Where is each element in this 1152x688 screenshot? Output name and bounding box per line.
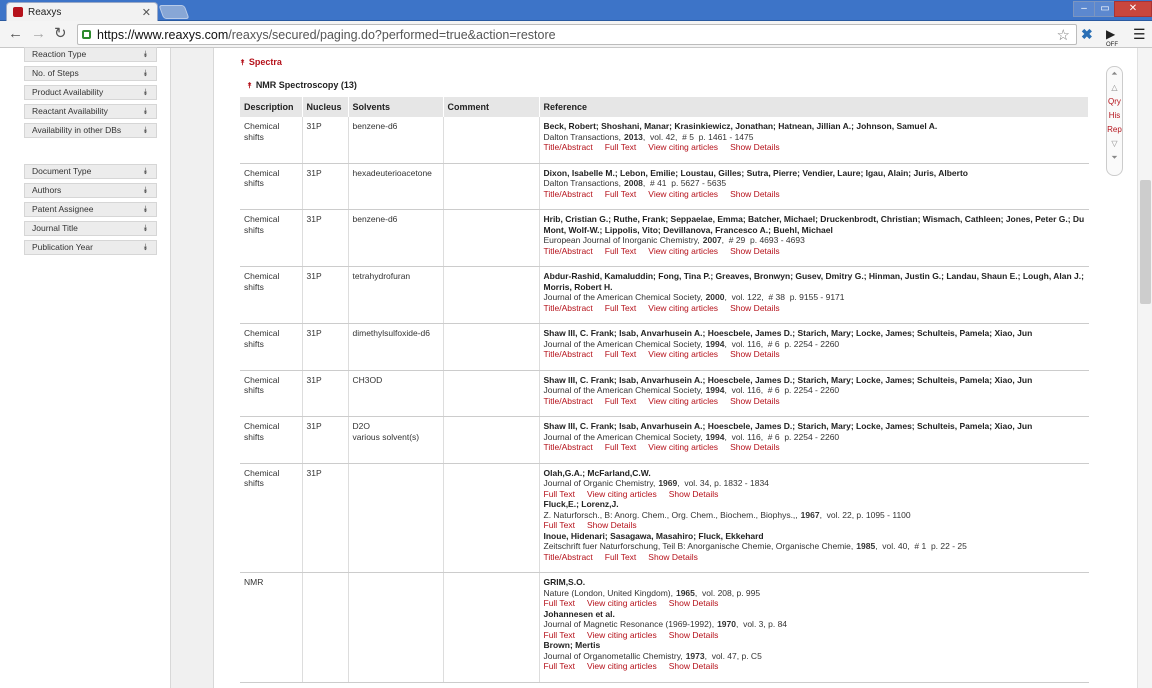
cell-desc: Chemical shifts bbox=[240, 210, 302, 267]
filter-sidebar bbox=[0, 48, 170, 688]
col-header-description: Description bbox=[240, 97, 302, 117]
left-gutter bbox=[170, 48, 214, 688]
back-arrow-icon[interactable]: ← bbox=[8, 25, 23, 42]
col-header-solvents: Solvents bbox=[348, 97, 443, 117]
filter-group2-1[interactable] bbox=[24, 183, 157, 198]
ref-citation: Journal of the American Chemical Society, 1994, vol. 116, # 6 p. 2254 - 2260 bbox=[543, 338, 840, 349]
ref-link-full-text[interactable]: Full Text bbox=[604, 551, 637, 562]
ref-citation: Dalton Transactions, 2013, vol. 42, # 5 p. 1461 - 1475 bbox=[543, 131, 754, 142]
filter-group1-3[interactable] bbox=[24, 104, 157, 119]
cell-comment bbox=[443, 573, 539, 683]
ref-citation: Journal of Organic Chemistry, 1969, vol. 34, p. 1832 - 1834 bbox=[543, 478, 769, 488]
cell-solvents: CH3OD bbox=[348, 370, 443, 417]
ref-link-title-abstract[interactable]: Title/Abstract bbox=[543, 302, 593, 313]
tab-title: Reaxys bbox=[28, 6, 62, 18]
extension-icon[interactable]: ✖ bbox=[1081, 26, 1093, 42]
ref-link-full-text[interactable]: Full Text bbox=[604, 142, 637, 152]
table-row bbox=[240, 463, 1089, 573]
url-text: https://www.reaxys.com/reaxys/secured/paging.do?performed=true&action=restore bbox=[97, 27, 556, 42]
cell-comment bbox=[443, 463, 539, 573]
cell-comment bbox=[443, 117, 539, 163]
ref-link-title-abstract[interactable]: Title/Abstract bbox=[543, 188, 593, 199]
cell-nucleus: 31P bbox=[302, 117, 348, 163]
ref-authors: Dixon, Isabelle M.; Lebon, Emilie; Loustau, Gilles; Sutra, Pierre; Vendier, Laure; Igau, Alain; Juris, Alberto bbox=[543, 167, 968, 178]
ref-link-full-text[interactable]: Full Text bbox=[604, 442, 637, 452]
cell-comment bbox=[443, 417, 539, 464]
cell-desc: Chemical shifts bbox=[240, 163, 302, 210]
cell-comment bbox=[443, 370, 539, 417]
scroll-down-icon[interactable]: ▽ bbox=[1111, 139, 1118, 148]
table-row bbox=[240, 117, 1089, 163]
expand-chevron-icon[interactable]: ⯯ bbox=[142, 125, 148, 135]
cell-desc: Chemical shifts bbox=[240, 370, 302, 417]
ref-citation: Journal of the American Chemical Society, 2000, vol. 122, # 38 p. 9155 - 9171 bbox=[543, 292, 845, 302]
filter-label: Product Availability bbox=[32, 87, 104, 97]
ref-authors: Beck, Robert; Shoshani, Manar; Krasinkiewicz, Jonathan; Hatnean, Jillian A.; Johnson, Samuel A. bbox=[543, 121, 938, 131]
ref-link-title-abstract[interactable]: Title/Abstract bbox=[543, 349, 593, 359]
ref-link-show-details[interactable]: Show Details bbox=[668, 661, 719, 671]
ref-link-view-citing-articles[interactable]: View citing articles bbox=[648, 442, 719, 452]
cell-comment bbox=[443, 163, 539, 210]
ref-link-full-text[interactable]: Full Text bbox=[604, 349, 637, 359]
ref-authors: Shaw III, C. Frank; Isab, Anvarhusein A.; Hoescbele, James D.; Starich, Mary; Locke, James; Schulteis, Pamela; Xiao, Jun bbox=[543, 374, 1033, 385]
table-row bbox=[240, 210, 1089, 267]
col-header-comment: Comment bbox=[443, 97, 539, 117]
cell-solvents: benzene-d6 bbox=[348, 117, 443, 163]
expand-chevron-icon[interactable]: ⯯ bbox=[142, 49, 148, 59]
ref-authors: Olah,G.A.; McFarland,C.W. bbox=[543, 467, 651, 478]
ref-authors: Brown; Mertis bbox=[543, 640, 601, 650]
table-row bbox=[240, 573, 1089, 683]
filter-label: Patent Assignee bbox=[32, 204, 94, 214]
ref-link-title-abstract[interactable]: Title/Abstract bbox=[543, 551, 593, 562]
filter-group2-0[interactable] bbox=[24, 164, 157, 179]
ref-link-show-details[interactable]: Show Details bbox=[668, 629, 719, 640]
cell-solvents: D2O various solvent(s) bbox=[348, 417, 443, 464]
ref-citation: Journal of Magnetic Resonance (1969-1992), 1970, vol. 3, p. 84 bbox=[543, 619, 788, 629]
cell-comment bbox=[443, 267, 539, 324]
filter-group1-4[interactable] bbox=[24, 123, 157, 138]
ref-citation: Zeitschrift fuer Naturforschung, Teil B: Anorganische Chemie, Organische Chemie, 1985, vol. 40, # 1 p. 22 - 25 bbox=[543, 541, 967, 551]
extension-off-icon[interactable]: ▶ OFF bbox=[1106, 27, 1118, 48]
ref-link-full-text[interactable]: Full Text bbox=[543, 520, 575, 530]
ref-link-show-details[interactable]: Show Details bbox=[730, 142, 780, 152]
ref-authors: Fluck,E.; Lorenz,J. bbox=[543, 499, 619, 509]
collapse-arrow-icon: ⯭ bbox=[240, 58, 245, 67]
filter-group2-2[interactable] bbox=[24, 202, 157, 217]
browser-toolbar bbox=[0, 21, 1152, 48]
cell-reference bbox=[539, 210, 1089, 267]
browser-tab[interactable] bbox=[6, 2, 158, 21]
cell-solvents: dimethylsulfoxide-d6 bbox=[348, 324, 443, 371]
nmr-header[interactable]: ⯭ NMR Spectroscopy (13) bbox=[247, 80, 357, 90]
reaxys-favicon-icon bbox=[13, 7, 23, 17]
ref-link-full-text[interactable]: Full Text bbox=[604, 302, 637, 313]
filter-group2-3[interactable] bbox=[24, 221, 157, 236]
cell-comment bbox=[443, 210, 539, 267]
ref-link-view-citing-articles[interactable]: View citing articles bbox=[587, 661, 657, 671]
ref-citation: Z. Naturforsch., B: Anorg. Chem., Org. Chem., Biochem., Biophys.,, 1967, vol. 22, p. 1095 - 1100 bbox=[543, 509, 911, 520]
results-content bbox=[214, 48, 1106, 688]
ref-link-show-details[interactable]: Show Details bbox=[730, 395, 780, 406]
cell-reference bbox=[539, 463, 1089, 573]
ref-link-view-citing-articles[interactable]: View citing articles bbox=[648, 395, 719, 406]
ref-citation: Nature (London, United Kingdom), 1965, vol. 208, p. 995 bbox=[543, 587, 761, 598]
cell-desc: Chemical shifts bbox=[240, 117, 302, 163]
cell-solvents bbox=[348, 573, 443, 683]
cell-desc: Chemical shifts bbox=[240, 463, 302, 573]
filter-group2-4[interactable] bbox=[24, 240, 157, 255]
cell-desc: Chemical shifts bbox=[240, 267, 302, 324]
history-link[interactable]: His bbox=[1108, 111, 1121, 120]
cell-desc: Chemical shifts bbox=[240, 417, 302, 464]
filter-group1-2[interactable] bbox=[24, 85, 157, 100]
expand-chevron-icon[interactable]: ⯯ bbox=[142, 242, 148, 252]
filter-label: Reactant Availability bbox=[32, 106, 108, 116]
filter-label: No. of Steps bbox=[32, 68, 79, 78]
ref-citation: Journal of the American Chemical Society, 1994, vol. 116, # 6 p. 2254 - 2260 bbox=[543, 431, 840, 442]
scrollbar-thumb[interactable] bbox=[1140, 180, 1151, 304]
cell-nucleus: 31P bbox=[302, 163, 348, 210]
ref-link-view-citing-articles[interactable]: View citing articles bbox=[648, 349, 719, 359]
query-link[interactable]: Qry bbox=[1108, 97, 1121, 106]
lock-icon bbox=[82, 30, 91, 39]
expand-chevron-icon[interactable]: ⯯ bbox=[142, 87, 148, 97]
cell-comment bbox=[443, 324, 539, 371]
table-row bbox=[240, 267, 1089, 324]
filter-label: Journal Title bbox=[32, 223, 78, 233]
cell-nucleus: 31P bbox=[302, 324, 348, 371]
spectra-header[interactable]: ⯭ Spectra bbox=[240, 57, 282, 67]
nmr-table bbox=[240, 97, 1089, 683]
ref-link-show-details[interactable]: Show Details bbox=[668, 598, 719, 608]
ref-link-show-details[interactable]: Show Details bbox=[730, 188, 780, 199]
filter-label: Authors bbox=[32, 185, 62, 195]
ref-authors: Shaw III, C. Frank; Isab, Anvarhusein A.; Hoescbele, James D.; Starich, Mary; Locke, James; Schulteis, Pamela; Xiao, Jun bbox=[543, 328, 1033, 338]
scroll-top-icon[interactable]: ⏶ bbox=[1111, 69, 1118, 78]
ref-link-title-abstract[interactable]: Title/Abstract bbox=[543, 245, 593, 256]
menu-icon[interactable]: ☰ bbox=[1133, 26, 1146, 42]
ref-link-view-citing-articles[interactable]: View citing articles bbox=[587, 629, 657, 640]
ref-citation: European Journal of Inorganic Chemistry, 2007, # 29 p. 4693 - 4693 bbox=[543, 235, 805, 245]
close-window-button[interactable]: ✕ bbox=[1114, 1, 1152, 17]
ref-link-full-text[interactable]: Full Text bbox=[604, 395, 637, 406]
cell-reference bbox=[539, 163, 1089, 210]
new-tab-button[interactable] bbox=[158, 5, 189, 19]
table-row bbox=[240, 417, 1089, 464]
ref-link-view-citing-articles[interactable]: View citing articles bbox=[587, 488, 657, 499]
cell-reference bbox=[539, 573, 1089, 683]
expand-chevron-icon[interactable]: ⯯ bbox=[142, 204, 148, 214]
table-row bbox=[240, 324, 1089, 371]
cell-solvents: hexadeuterioacetone bbox=[348, 163, 443, 210]
filter-group1-0[interactable] bbox=[24, 47, 157, 62]
ref-link-show-details[interactable]: Show Details bbox=[730, 442, 780, 452]
maximize-button[interactable]: ▭ bbox=[1094, 1, 1116, 17]
ref-citation: Dalton Transactions, 2008, # 41 p. 5627 - 5635 bbox=[543, 178, 727, 188]
ref-link-full-text[interactable]: Full Text bbox=[604, 188, 637, 199]
expand-chevron-icon[interactable]: ⯯ bbox=[142, 166, 148, 176]
cell-solvents: benzene-d6 bbox=[348, 210, 443, 267]
cell-nucleus bbox=[302, 573, 348, 683]
col-header-nucleus: Nucleus bbox=[302, 97, 348, 117]
cell-solvents: tetrahydrofuran bbox=[348, 267, 443, 324]
expand-chevron-icon[interactable]: ⯯ bbox=[142, 106, 148, 116]
minimize-button[interactable]: – bbox=[1073, 1, 1095, 17]
ref-citation: Journal of the American Chemical Society, 1994, vol. 116, # 6 p. 2254 - 2260 bbox=[543, 385, 840, 395]
cell-reference bbox=[539, 370, 1089, 417]
filter-label: Reaction Type bbox=[32, 49, 87, 59]
cell-reference bbox=[539, 417, 1089, 464]
cell-reference bbox=[539, 267, 1089, 324]
cell-nucleus: 31P bbox=[302, 463, 348, 573]
cell-solvents bbox=[348, 463, 443, 573]
vertical-scrollbar[interactable] bbox=[1137, 48, 1152, 688]
filter-group1-1[interactable] bbox=[24, 66, 157, 81]
ref-link-show-details[interactable]: Show Details bbox=[648, 551, 698, 562]
cell-reference bbox=[539, 117, 1089, 163]
table-row bbox=[240, 163, 1089, 210]
cell-desc: NMR bbox=[240, 573, 302, 683]
ref-link-show-details[interactable]: Show Details bbox=[730, 245, 780, 256]
ref-authors: GRIM,S.O. bbox=[543, 577, 586, 587]
ref-link-view-citing-articles[interactable]: View citing articles bbox=[648, 142, 719, 152]
ref-link-view-citing-articles[interactable]: View citing articles bbox=[587, 598, 657, 608]
expand-chevron-icon[interactable]: ⯯ bbox=[142, 185, 148, 195]
ref-link-full-text[interactable]: Full Text bbox=[543, 629, 575, 640]
ref-link-title-abstract[interactable]: Title/Abstract bbox=[543, 442, 593, 452]
cell-reference bbox=[539, 324, 1089, 371]
report-link[interactable]: Rep bbox=[1107, 125, 1122, 134]
ref-link-show-details[interactable]: Show Details bbox=[730, 302, 780, 313]
table-row bbox=[240, 370, 1089, 417]
cell-nucleus: 31P bbox=[302, 370, 348, 417]
cell-nucleus: 31P bbox=[302, 417, 348, 464]
ref-authors: Abdur-Rashid, Kamaluddin; Fong, Tina P.; Greaves, Bronwyn; Gusev, Dmitry G.; Hinman, Justin G.; Landau, Shaun E.; Lough, Alan J.; Morris, Robert H. bbox=[543, 271, 1084, 292]
cell-desc: Chemical shifts bbox=[240, 324, 302, 371]
ref-link-full-text[interactable]: Full Text bbox=[543, 488, 575, 499]
ref-link-title-abstract[interactable]: Title/Abstract bbox=[543, 142, 593, 152]
expand-chevron-icon[interactable]: ⯯ bbox=[142, 68, 148, 78]
bookmark-star-icon[interactable]: ☆ bbox=[1056, 27, 1070, 44]
ref-link-show-details[interactable]: Show Details bbox=[668, 488, 719, 499]
expand-chevron-icon[interactable]: ⯯ bbox=[142, 223, 148, 233]
ref-authors: Shaw III, C. Frank; Isab, Anvarhusein A.; Hoescbele, James D.; Starich, Mary; Locke, James; Schulteis, Pamela; Xiao, Jun bbox=[543, 421, 1033, 431]
filter-label: Availability in other DBs bbox=[32, 125, 122, 135]
filter-label: Document Type bbox=[32, 166, 92, 176]
ref-link-show-details[interactable]: Show Details bbox=[730, 349, 780, 359]
ref-authors: Inoue, Hidenari; Sasagawa, Masahiro; Fluck, Ekkehard bbox=[543, 530, 764, 541]
scroll-bottom-icon[interactable]: ⏷ bbox=[1111, 153, 1118, 162]
ref-link-view-citing-articles[interactable]: View citing articles bbox=[648, 245, 719, 256]
ref-link-show-details[interactable]: Show Details bbox=[587, 520, 637, 530]
forward-arrow-icon[interactable]: → bbox=[31, 25, 46, 42]
address-bar[interactable] bbox=[77, 24, 1077, 45]
ref-link-title-abstract[interactable]: Title/Abstract bbox=[543, 395, 593, 406]
scroll-up-icon[interactable]: △ bbox=[1111, 83, 1118, 92]
reload-icon[interactable]: ↻ bbox=[54, 25, 67, 42]
cell-nucleus: 31P bbox=[302, 267, 348, 324]
col-header-reference: Reference bbox=[539, 97, 1089, 117]
window-titlebar bbox=[0, 0, 1152, 21]
tab-close-icon[interactable]: ✕ bbox=[141, 6, 151, 19]
ref-link-full-text[interactable]: Full Text bbox=[604, 245, 637, 256]
ref-authors: Hrib, Cristian G.; Ruthe, Frank; Seppaelae, Emma; Batcher, Michael; Druckenbrodt, Christian; Wismach, Cathleen; Jones, Peter G.; Du Mont, Wolf-W.; Lippolis, Vito; Devillanova, Francesco A.; Buehl, Michael bbox=[543, 214, 1085, 235]
collapse-arrow-icon: ⯭ bbox=[247, 81, 252, 90]
ref-link-full-text[interactable]: Full Text bbox=[543, 661, 575, 671]
cell-nucleus: 31P bbox=[302, 210, 348, 267]
ref-link-view-citing-articles[interactable]: View citing articles bbox=[648, 188, 719, 199]
ref-authors: Johannesen et al. bbox=[543, 608, 615, 619]
filter-label: Publication Year bbox=[32, 242, 93, 252]
ref-link-full-text[interactable]: Full Text bbox=[543, 598, 575, 608]
ref-link-view-citing-articles[interactable]: View citing articles bbox=[648, 302, 719, 313]
ref-citation: Journal of Organometallic Chemistry, 1973, vol. 47, p. C5 bbox=[543, 650, 762, 661]
quick-nav-panel bbox=[1106, 66, 1123, 176]
